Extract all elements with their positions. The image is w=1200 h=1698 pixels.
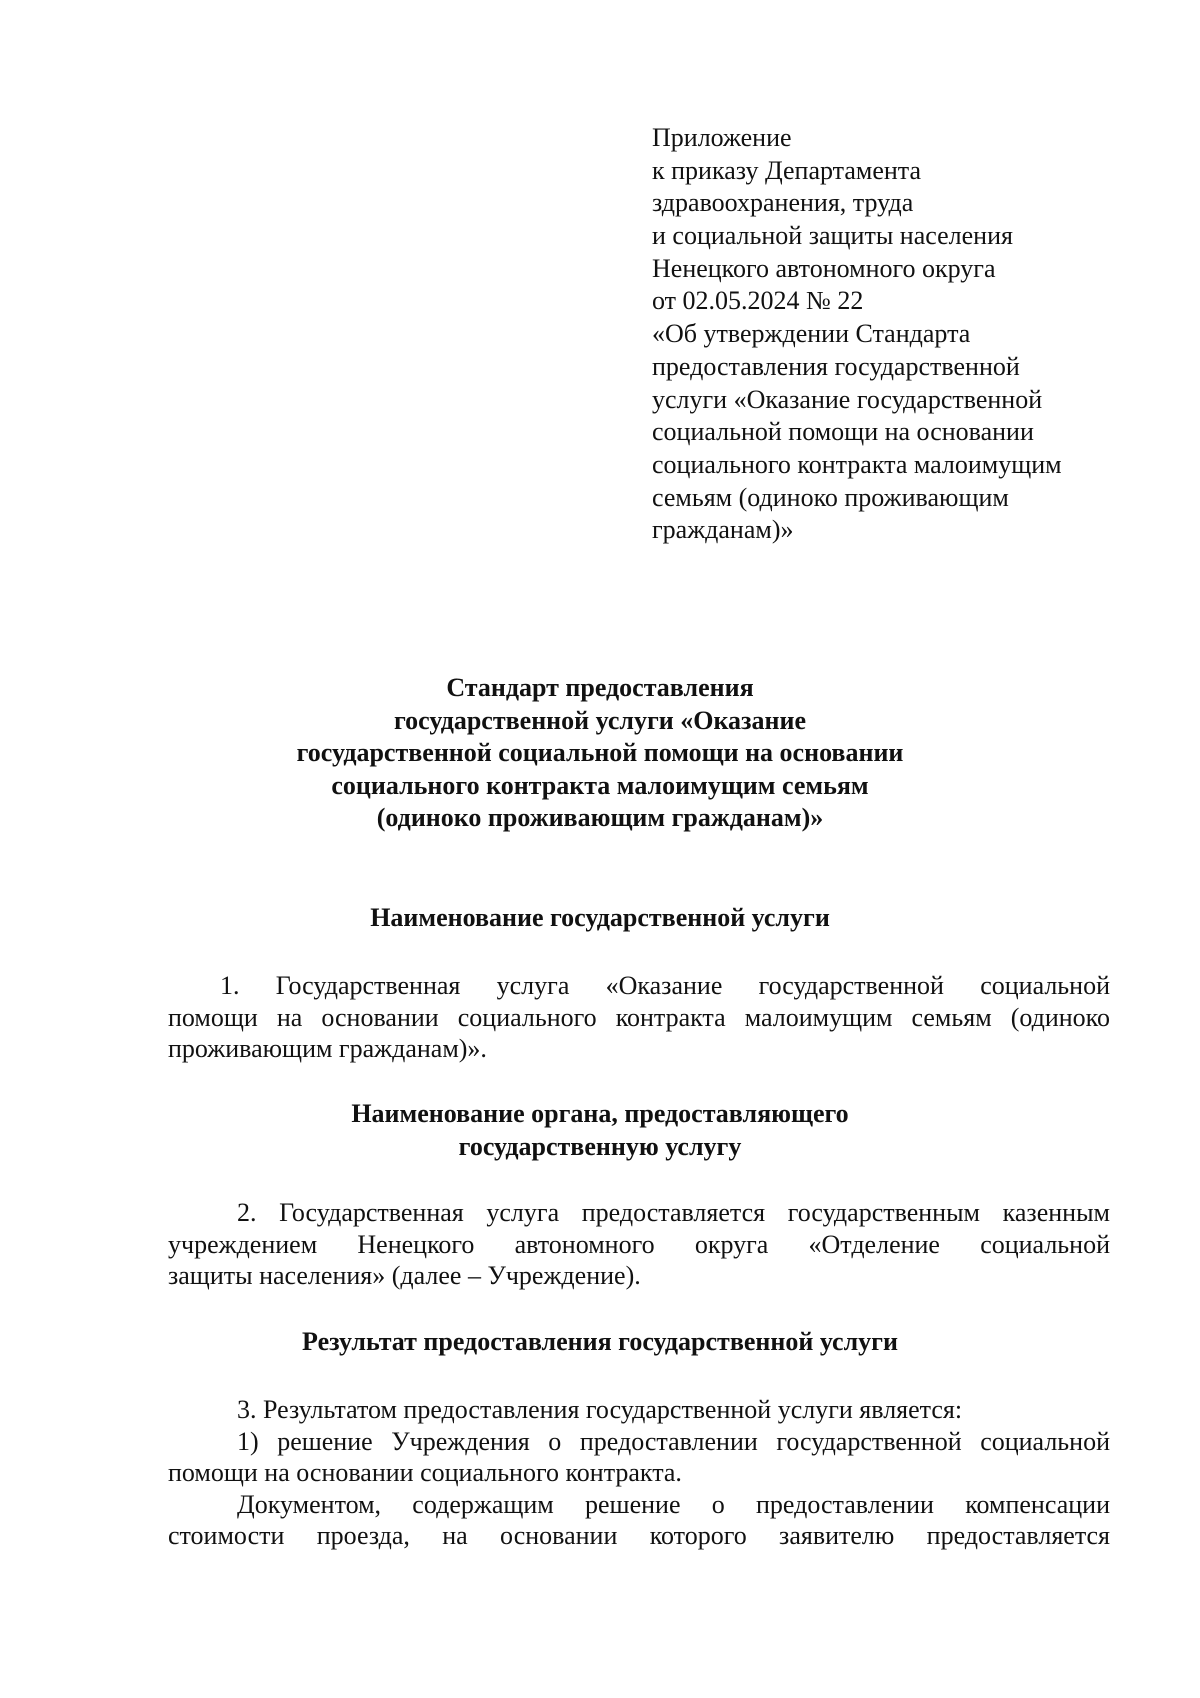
document-title [100,672,1100,835]
paragraph-line: помощи на основании социального контракта малоимущим семьям (одиноко [168,1002,1110,1032]
appendix-line: предоставления государственной [652,351,1020,381]
appendix-line: семьям (одиноко проживающим [652,482,1009,512]
section-1-body [168,970,1110,1065]
title-line: (одиноко проживающим гражданам)» [376,803,824,832]
appendix-line: здравоохранения, труда [652,188,914,218]
title-line: социального контракта малоимущим семьям [331,770,869,800]
paragraph-line: 1. Государственная услуга «Оказание государственной социальной [220,971,1110,1000]
title-line: государственной услуги «Оказание [393,705,807,735]
heading-line: Результат предоставления государственной услуги [302,1327,898,1356]
heading-line: Наименование органа, предоставляющего [351,1099,849,1128]
section-3-heading [100,1326,1100,1359]
appendix-line: Ненецкого автономного округа [652,253,996,283]
title-line: государственной социальной помощи на основании [296,738,904,767]
section-2-heading [100,1098,1100,1163]
appendix-line: социального контракта малоимущим [652,449,1062,479]
paragraph-line: стоимости проезда, на основании которого заявителю предоставляется [168,1521,1110,1550]
appendix-line: Приложение [652,123,792,152]
paragraph-line: 3. Результатом предоставления государственной услуги является: [237,1395,963,1424]
heading-line: государственную услугу [458,1131,742,1161]
heading-line: Наименование государственной услуги [370,903,830,932]
appendix-line: к приказу Департамента [652,155,922,185]
paragraph-line: Документом, содержащим решение о предоставлении компенсации [237,1489,1110,1519]
appendix-line: социальной помощи на основании [652,417,1034,447]
paragraph-line: проживающим гражданам)». [168,1034,487,1063]
title-line: Стандарт предоставления [446,673,754,702]
paragraph-line: 2. Государственная услуга предоставляется государственным казенным [237,1198,1110,1227]
appendix-block [652,122,1152,547]
section-1-heading [100,902,1100,935]
paragraph-line: 1) решение Учреждения о предоставлении государственной социальной [237,1426,1110,1456]
paragraph-line: помощи на основании социального контракта. [168,1458,682,1487]
appendix-line: «Об утверждении Стандарта [652,319,971,349]
paragraph-line: учреждением Ненецкого автономного округа «Отделение социальной [168,1229,1110,1259]
paragraph-line: защиты населения» (далее – Учреждение). [168,1261,641,1290]
appendix-line: услуги «Оказание государственной [652,384,1043,414]
appendix-line: и социальной защиты населения [652,221,1013,251]
appendix-line: гражданам)» [652,515,794,545]
section-2-body [168,1197,1110,1292]
section-3-body [168,1394,1110,1552]
appendix-line: от 02.05.2024 № 22 [652,286,864,316]
